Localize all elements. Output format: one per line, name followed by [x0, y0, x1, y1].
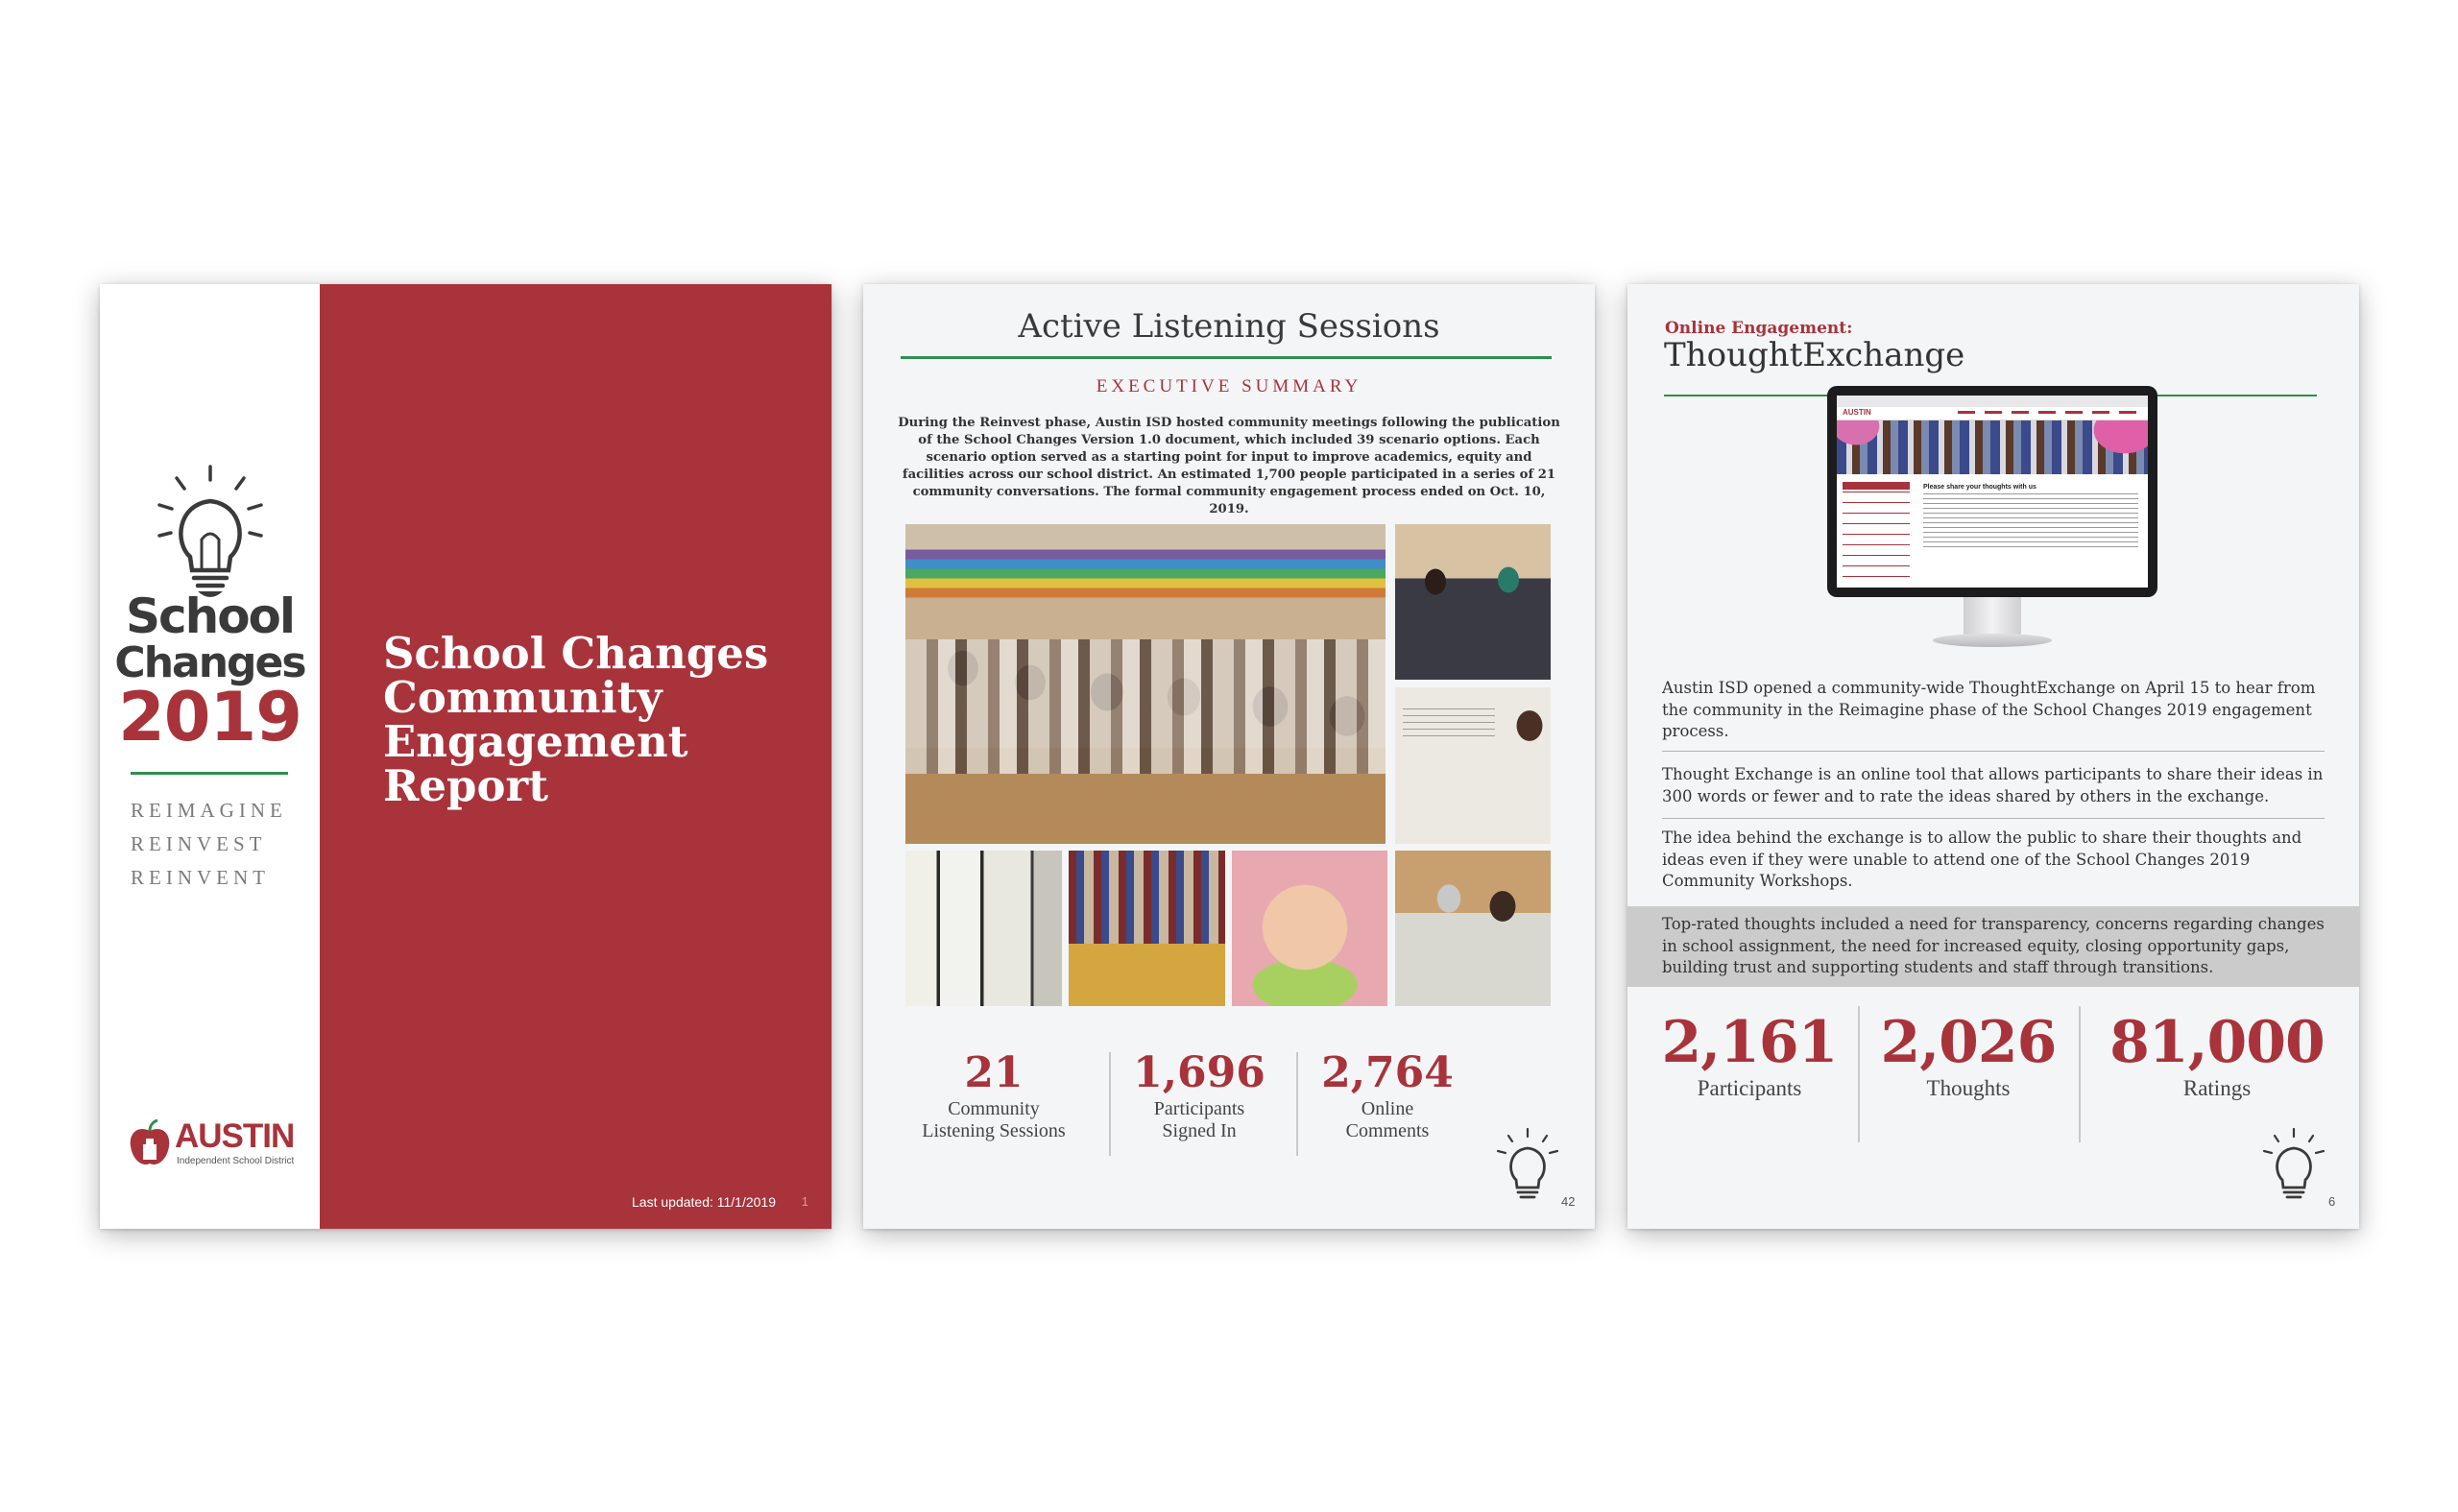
stat-label: Community Listening Sessions	[922, 1098, 1066, 1141]
site-logo: AUSTIN	[1843, 408, 1871, 417]
paragraph: The idea behind the exchange is to allow the public to share their thoughts and ideas even if they were unable to attend one of the School Changes 2019 Community Workshops.	[1662, 828, 2302, 890]
stat-ratings	[2092, 1010, 2342, 1102]
stat-comments	[1291, 1048, 1483, 1142]
photo-child	[1232, 851, 1387, 1006]
page-title: ThoughtExchange	[1664, 336, 1965, 374]
monitor-bezel	[1827, 386, 2157, 597]
site-nav	[1837, 407, 2148, 420]
page-number: 1	[801, 1194, 808, 1209]
stat-value: 21	[964, 1048, 1024, 1097]
austin-isd-logo	[129, 1116, 294, 1173]
stat-label: Participants Signed In	[1153, 1098, 1245, 1141]
title-line: School Changes	[383, 628, 769, 679]
website-screenshot	[1837, 396, 2148, 588]
stat-value: 2,161	[1661, 1009, 1838, 1076]
site-heading: Please share your thoughts with us	[1923, 484, 2036, 491]
stat-value: 2,764	[1321, 1048, 1454, 1097]
photo-display-boards	[905, 851, 1062, 1006]
stat-label: Thoughts	[1926, 1076, 2011, 1100]
paragraph: Thought Exchange is an online tool that allows participants to share their ideas in 300 words or fewer and to rate the ideas shared by others in the exchange.	[1662, 765, 2324, 805]
lightbulb-icon	[1495, 1127, 1560, 1206]
divider	[131, 772, 288, 775]
site-sidebar-header	[1843, 482, 1910, 490]
cover-left-panel	[100, 284, 320, 1229]
page-number: 6	[2328, 1194, 2336, 1209]
report-title	[383, 628, 806, 811]
lightbulb-icon	[2261, 1127, 2326, 1206]
apple-icon	[129, 1119, 171, 1167]
divider	[2079, 1006, 2081, 1142]
photo-attendees	[1395, 524, 1551, 680]
tagline-reinvest: REINVEST	[131, 832, 267, 855]
lightbulb-icon	[154, 463, 267, 607]
thoughtexchange-page	[1627, 284, 2359, 1229]
paragraph: Austin ISD opened a community-wide ThoughtExchange on April 15 to hear from the community in the Reimagine phase of the School Changes 2019 engagement process.	[1662, 679, 2316, 740]
site-body-text	[1923, 493, 2138, 551]
monitor-icon	[1827, 386, 2157, 607]
photo-audience	[905, 524, 1386, 844]
browser-bar	[1837, 396, 2148, 407]
stat-label: Ratings	[2182, 1076, 2252, 1100]
stat-participants	[1103, 1048, 1295, 1142]
photo-whiteboard	[1395, 687, 1551, 844]
stat-sessions	[898, 1048, 1090, 1142]
brand-changes: Changes	[114, 638, 305, 687]
stat-thoughts	[1858, 1010, 2079, 1102]
stat-participants	[1639, 1010, 1860, 1102]
brand-school: School	[125, 588, 295, 644]
cover-page	[100, 284, 831, 1229]
stat-value: 1,696	[1133, 1048, 1265, 1097]
logo-subtitle: Independent School District	[177, 1156, 295, 1166]
photo-gym-meeting	[1069, 851, 1225, 1006]
site-nav-links	[1958, 411, 2140, 414]
stat-value: 2,026	[1880, 1009, 2057, 1076]
tagline-reimagine: REIMAGINE	[131, 799, 287, 822]
highlight-paragraph: Top-rated thoughts included a need for transparency, concerns regarding changes in school assignment, the need for increased equity, closing opportunity gaps, building trust and supporting students and staff through transitions.	[1662, 915, 2325, 976]
logo-name: AUSTIN	[175, 1117, 295, 1155]
site-sidebar	[1843, 492, 1910, 584]
title-line: Report	[383, 760, 549, 811]
stat-label: Participants	[1697, 1076, 1802, 1100]
section-subtitle: EXECUTIVE SUMMARY	[1096, 376, 1362, 396]
stat-value: 81,000	[2109, 1009, 2325, 1076]
monitor-base	[1933, 634, 2052, 647]
divider	[1662, 751, 2325, 752]
brand-year: 2019	[118, 678, 301, 756]
title-line: Engagement	[383, 716, 688, 767]
divider	[901, 356, 1552, 359]
photo-community-members	[1395, 851, 1551, 1006]
last-updated: Last updated: 11/1/2019	[632, 1194, 776, 1210]
section-kicker: Online Engagement:	[1665, 319, 1853, 338]
cover-right-panel	[320, 284, 831, 1229]
summary-text: During the Reinvest phase, Austin ISD hosted community meetings following the publication of the School Changes Version 1.0 document, which included 39 scenario options. Each scenario option served as a starting point for input to improve academics, equity and facilities across our school district. An estimated 1,700 people participated in a series of 21 community conversations. The formal community engagement process ended on Oct. 10, 2019.	[898, 416, 1560, 516]
stat-label: Online Comments	[1345, 1098, 1430, 1141]
page-title: Active Listening Sessions	[1018, 307, 1440, 346]
tagline-reinvent: REINVENT	[131, 866, 270, 889]
page-number: 42	[1561, 1194, 1576, 1209]
listening-sessions-page	[863, 284, 1595, 1229]
site-hero-image	[1837, 420, 2148, 474]
title-line: Community	[383, 672, 663, 723]
divider	[1662, 818, 2325, 819]
